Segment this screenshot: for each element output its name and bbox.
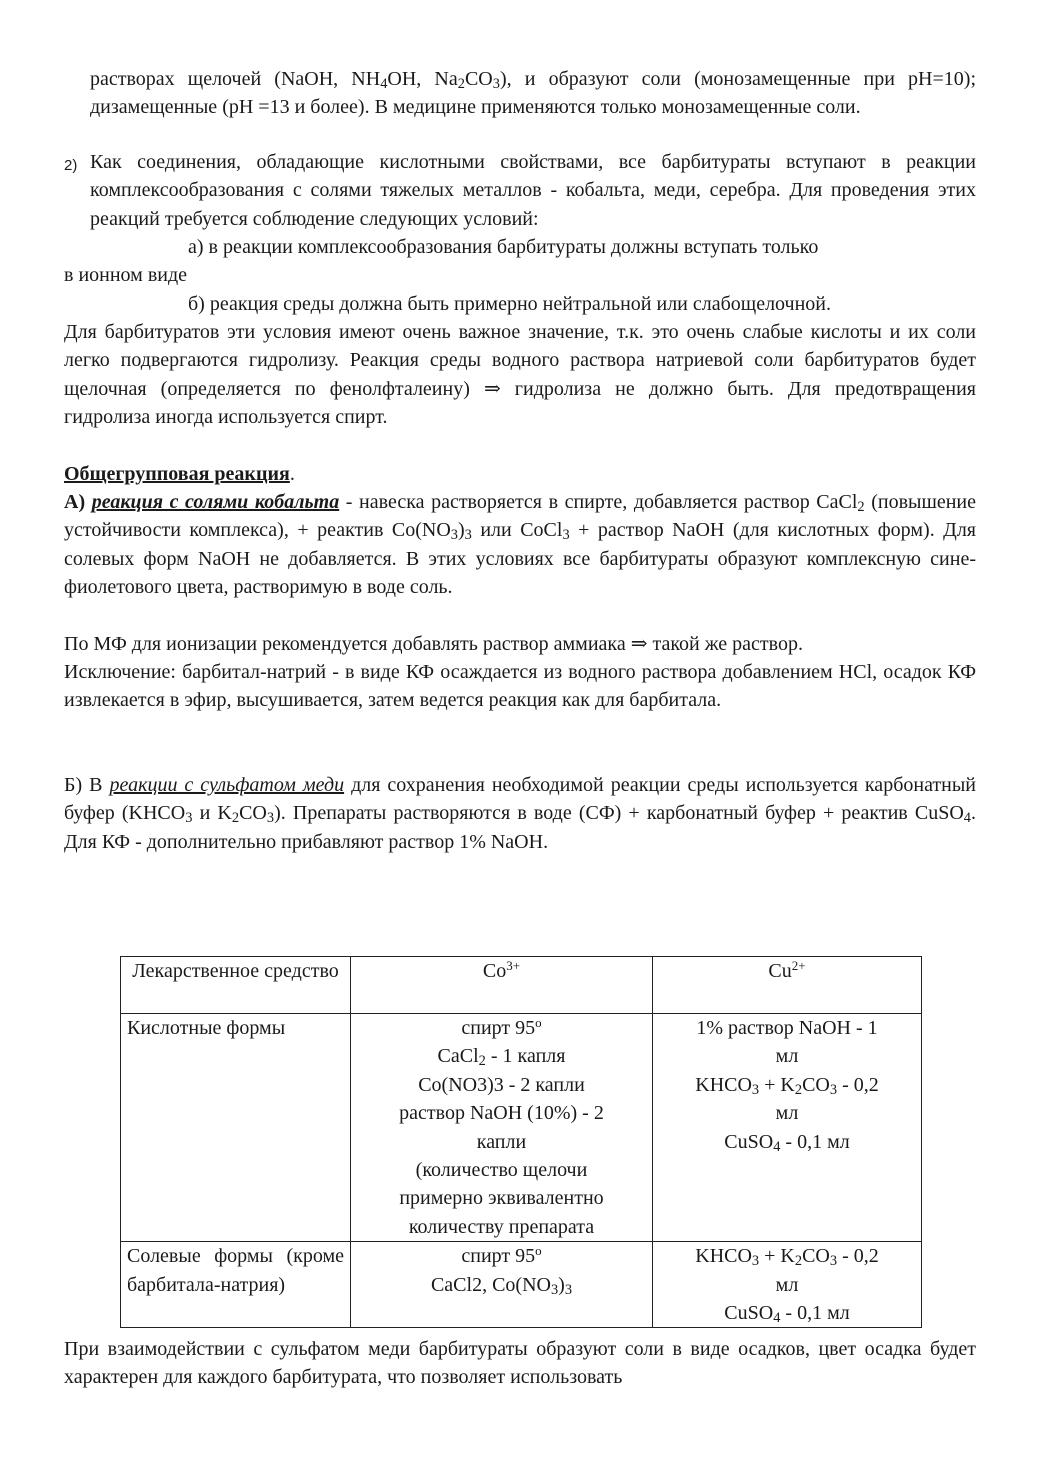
copper-reaction-title: реакции с сульфатом меди — [109, 774, 345, 796]
header-copper: $Cu^{2+}$ — [653, 957, 922, 1014]
table-header-row — [121, 957, 922, 1014]
paragraph-complexation: Как соединения, обладающие кислотными свойствами, все барбитураты вступают в реакции комплексообразования с солями тяжелых металлов - кобальта, меди, серебра. Для проведения этих реакций требуется соблюдение следующих условий: — [90, 151, 976, 230]
cell-acid-cobalt: спирт 95$^o$ CaCl$_2$ - 1 капля Co(NO3)3 - 2 капли раствор NaOH (10%) - 2 капли (количество щелочи примерно эквивалентно количеству препарата — [351, 1014, 653, 1242]
paragraph-mf: По МФ для ионизации рекомендуется добавлять раствор аммиака ⇒ такой же раствор. — [64, 633, 803, 655]
row-label-salt-forms: Солевые формы (кроме барбитала-натрия) — [121, 1242, 351, 1328]
condition-b: б) реакция среды должна быть примерно нейтральной или слабощелочной. — [188, 293, 831, 315]
section-heading: Общегрупповая реакция. — [64, 463, 295, 485]
cell-salt-cobalt: спирт 95$^o$ CaCl2, $Co(NO_3)_3$ — [351, 1242, 653, 1328]
table-row — [121, 1014, 922, 1242]
paragraph-final: При взаимодействии с сульфатом меди барбитураты образуют соли в виде осадков, цвет осадка будет характерен для каждого барбитурата, что позволяет использовать — [64, 1338, 976, 1389]
reagents-table — [120, 956, 922, 1328]
condition-a-line1: а) в реакции комплексообразования барбитураты должны вступать только — [188, 236, 819, 258]
paragraph-hydrolysis: Для барбитуратов эти условия имеют очень важное значение, т.к. это очень слабые кислоты и их соли легко подвергаются гидролизу. Реакция среды водного раствора натриевой соли барбитуратов будет щелочная (определяется по фенолфталеину) ⇒ гидролиза не должно быть. Для предотвращения гидролиза иногда используется спирт. — [64, 321, 976, 429]
paragraph-cobalt-reaction: А) реакция с солями кобальта - навеска растворяется в спирте, добавляется раствор CaCl$_2$ (повышение устойчивости комплекса), + реактив $Co(NO_3)_3$ или CoCl$_3$ + раствор NaOH (для кислотных форм). Для солевых форм NaOH не добавляется. В этих условиях все барбитураты образуют комплексную сине-фиолетового цвета, растворимую в воде соль. — [64, 491, 977, 599]
paragraph-alkali-salts: растворах щелочей (NaOH, $NH_4OH$, $Na_2CO_3$), и образуют соли (монозамещенные при pH=10); дизамещенные (pH =13 и более). В медицине применяются только монозамещенные соли. — [90, 68, 976, 119]
paragraph-exception: Исключение: барбитал-натрий - в виде КФ осаждается из водного раствора добавлением HCl, осадок КФ извлекается в эфир, высушивается, затем ведется реакция как для барбитала. — [64, 661, 976, 712]
header-cobalt: $Co^{3+}$ — [351, 957, 653, 1014]
list-number-2: 2) — [64, 157, 78, 174]
header-drug: Лекарственное средство — [121, 957, 351, 1014]
row-label-acid-forms: Кислотные формы — [121, 1014, 351, 1242]
cell-acid-copper: 1% раствор NaOH - 1 мл $KHCO_3 + K_2CO_3 - 0,2$ мл CuSO$_4$ - 0,1 мл — [653, 1014, 922, 1242]
condition-a-line2: в ионном виде — [64, 264, 188, 286]
paragraph-copper-reaction: Б) В реакции с сульфатом меди для сохранения необходимой реакции среды используется карбонатный буфер ($KHCO_3$ и $K_2CO_3$). Препараты растворяются в воде (СФ) + карбонатный буфер + реактив CuSO$_4$. Для КФ - дополнительно прибавляют раствор 1% NaOH. — [64, 774, 977, 853]
cell-salt-copper: $KHCO_3 + K_2CO_3 - 0,2$ мл CuSO$_4$ - 0,1 мл — [653, 1242, 922, 1328]
heading-text: Общегрупповая реакция — [64, 463, 290, 485]
cobalt-reaction-title: реакция с солями кобальта — [91, 491, 340, 513]
table-row — [121, 1242, 922, 1328]
